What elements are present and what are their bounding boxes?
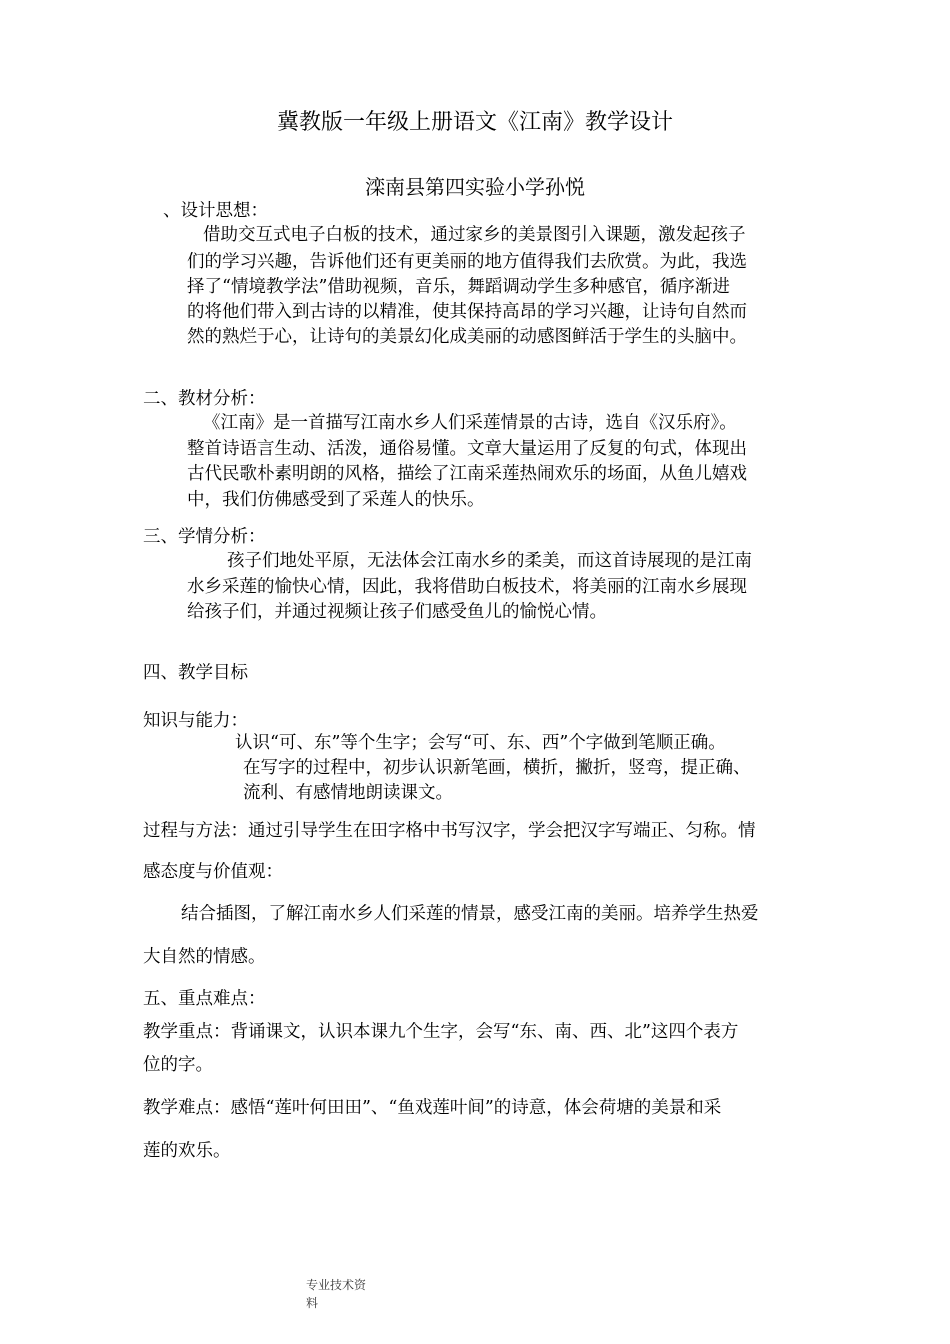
section-heading-keypoints: 五、重点难点： [143,989,266,1009]
footer-text-line2: 料 [306,1296,319,1310]
paragraph-line: 水乡采莲的愉快心情，因此，我将借助白板技术，将美丽的江南水乡展现 [187,577,747,597]
paragraph-line: 的将他们带入到古诗的以精准，使其保持高昂的学习兴趣，让诗句自然而 [187,302,747,322]
paragraph-line: 大自然的情感。 [143,947,266,967]
paragraph-line: 莲的欢乐。 [143,1141,231,1161]
paragraph-line: 在写字的过程中，初步认识新笔画，横折，撇折，竖弯，提正确、 [243,758,751,778]
paragraph-line: 位的字。 [143,1055,213,1075]
paragraph-line: 择了“情境教学法”借助视频，音乐，舞蹈调动学生多种感官，循序渐进 [187,277,730,297]
paragraph-line: 《江南》是一首描写江南水乡人们采莲情景的古诗，选自《汉乐府》。 [203,413,737,433]
paragraph-line: 整首诗语言生动、活泼，通俗易懂。文章大量运用了反复的句式，体现出 [187,439,747,459]
paragraph-line: 给孩子们，并通过视频让孩子们感受鱼儿的愉悦心情。 [187,602,607,622]
paragraph-line: 然的熟烂于心，让诗句的美景幻化成美丽的动感图鲜活于学生的头脑中。 [187,327,747,347]
paragraph-line: 教学难点：感悟“莲叶何田田”、“鱼戏莲叶间”的诗意，体会荷塘的美景和采 [143,1098,722,1118]
section-heading-students: 三、学情分析： [143,527,266,547]
paragraph-line: 流利、有感情地朗读课文。 [243,783,453,803]
paragraph-line: 认识“可、东”等个生字；会写“可、东、西”个字做到笔顺正确。 [235,733,726,753]
paragraph-line: 结合插图，了解江南水乡人们采莲的情景，感受江南的美丽。培养学生热爱 [181,904,759,924]
paragraph-line: 感态度与价值观： [143,862,283,882]
document-title: 冀教版一年级上册语文《江南》教学设计 [276,110,673,135]
section-heading-design: 、设计思想： [163,201,268,221]
paragraph-line: 古代民歌朴素明朗的风格，描绘了江南采莲热闹欢乐的场面，从鱼儿嬉戏 [187,464,747,484]
subheading-knowledge: 知识与能力： [143,711,248,731]
paragraph-line: 中，我们仿佛感受到了采莲人的快乐。 [187,490,485,510]
footer-text-line1: 专业技术资 [306,1278,367,1292]
section-heading-material: 二、教材分析： [143,389,266,409]
paragraph-line: 孩子们地处平原，无法体会江南水乡的柔美，而这首诗展现的是江南 [227,551,752,571]
section-heading-goals: 四、教学目标 [143,663,248,683]
paragraph-line: 教学重点：背诵课文，认识本课九个生字，会写“东、南、西、北”这四个表方 [143,1022,739,1042]
paragraph-line: 们的学习兴趣，告诉他们还有更美丽的地方值得我们去欣赏。为此，我选 [187,252,747,272]
paragraph-line: 过程与方法：通过引导学生在田字格中书写汉字，学会把汉字写端正、匀称。情 [143,821,756,841]
document-author: 滦南县第四实验小学孙悦 [365,175,585,199]
paragraph-line: 借助交互式电子白板的技术，通过家乡的美景图引入课题，激发起孩子 [203,225,746,245]
